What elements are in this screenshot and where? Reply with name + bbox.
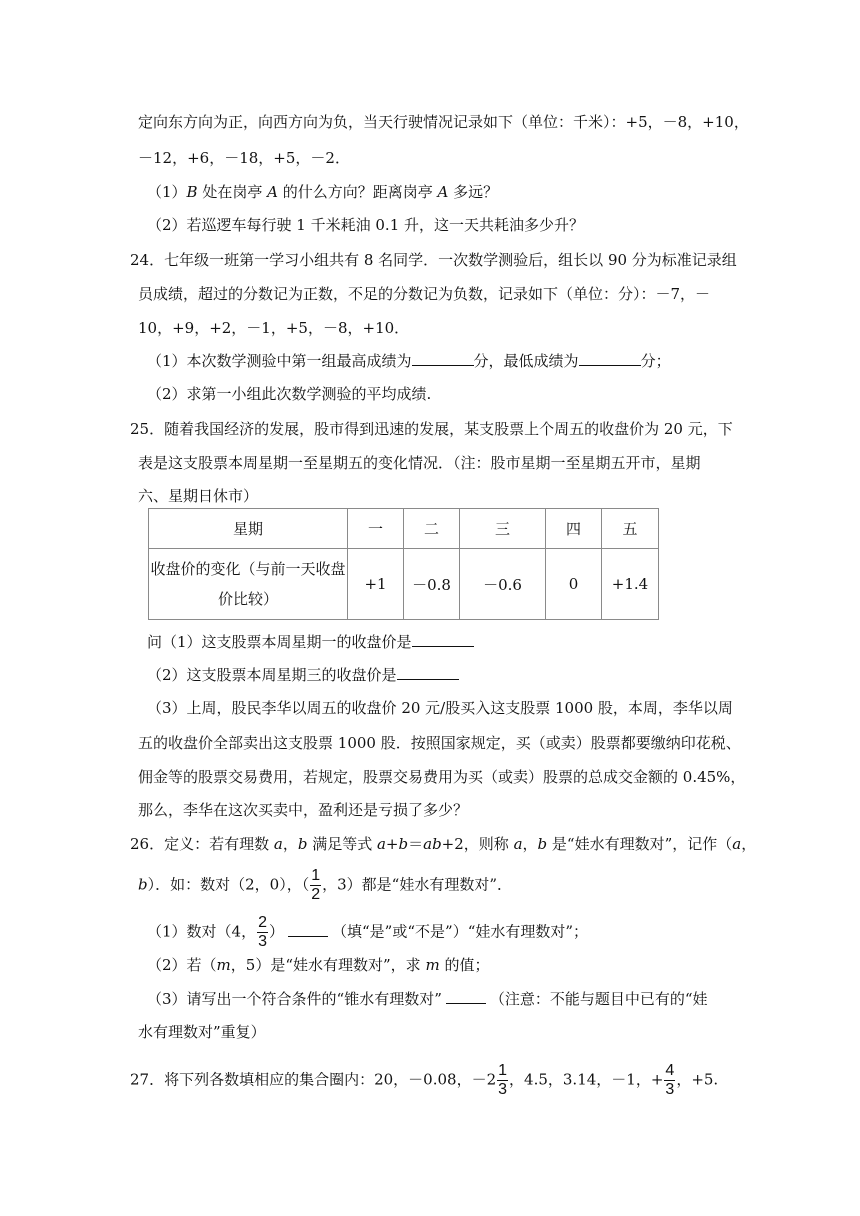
q25-sub3-line-4: 那么，李华在这次买卖中，盈利还是亏损了多少？	[138, 801, 469, 819]
answer-blank[interactable]	[397, 665, 459, 680]
q24-line-1: 24．七年级一班第一学习小组共有 8 名同学．一次数学测验后，组长以 90 分为标准记录组	[130, 251, 737, 269]
answer-blank[interactable]	[412, 632, 474, 647]
table-day: 一	[348, 509, 404, 549]
q26-sub1: （1）数对（4， $\frac{2}{3}$ ） （填“是”或“不是”）“娃水有理数对”；	[147, 914, 589, 950]
q25-line-2: 表是这支股票本周星期一至星期五的变化情况．（注：股市星期一至星期五开市，星期	[138, 454, 701, 472]
answer-blank[interactable]	[579, 351, 641, 366]
q25-sub3-line-1: （3）上周，股民李华以周五的收盘价 20 元/股买入这支股票 1000 股，本周，李华以周	[147, 699, 733, 717]
table-day: 五	[602, 509, 659, 549]
table-cell: －0.6	[460, 549, 546, 620]
q25-line-1: 25．随着我国经济的发展，股市得到迅速的发展，某支股票上个周五的收盘价为 20 元，下	[130, 420, 733, 438]
q23-line-2: －12，+6，－18，+5，－2．	[138, 149, 350, 167]
q25-sub3-line-2: 五的收盘价全部卖出这支股票 1000 股．按照国家规定，买（或卖）股票都要缴纳印花税、	[138, 734, 741, 752]
q27-line: 27．将下列各数填相应的集合圈内：20，－0.08，－2 $\frac{1}{3}$ ，4.5，3.14，－1，+ $\frac{4}{3}$ ，+5.	[130, 1062, 719, 1098]
q25-sub2: （2）这支股票本周星期三的收盘价是	[147, 664, 459, 686]
answer-blank[interactable]	[288, 922, 328, 937]
fraction-two-thirds: $\frac{2}{3}$	[258, 914, 267, 950]
q23-sub1: （1）B 处在岗亭 A 的什么方向？距离岗亭 A 多远？	[147, 183, 499, 201]
q26-sub3-line-2: 水有理数对”重复）	[138, 1023, 266, 1041]
table-header-label: 星期	[149, 509, 348, 549]
table-cell: －0.8	[404, 549, 460, 620]
answer-blank[interactable]	[446, 989, 486, 1004]
q26-sub2: （2）若（m，5）是“娃水有理数对”，求 m 的值；	[147, 956, 490, 974]
stock-change-table	[148, 508, 659, 620]
q23-line-1: 定向东方向为正，向西方向为负，当天行驶情况记录如下（单位：千米）：+5，－8，+10，	[138, 113, 749, 131]
fraction-four-thirds: $\frac{4}{3}$	[665, 1062, 675, 1098]
q26-line-1: 26．定义：若有理数 a，b 满足等式 a+b＝ab+2，则称 a，b 是“娃水有理数对”，记作（a，	[130, 835, 757, 853]
table-day: 二	[404, 509, 460, 549]
table-cell: +1	[348, 549, 404, 620]
table-day: 四	[546, 509, 602, 549]
table-cell: 0	[546, 549, 602, 620]
table-cell: +1.4	[602, 549, 659, 620]
q26-line-2: b）．如：数对（2，0），（ $\frac{1}{2}$ ，3）都是“娃水有理数对”．	[138, 867, 512, 903]
q24-sub1: （1）本次数学测验中第一组最高成绩为 分，最低成绩为 分；	[147, 352, 671, 370]
table-row-label: 收盘价的变化（与前一天收盘 价比较）	[149, 549, 348, 620]
answer-blank[interactable]	[412, 351, 474, 366]
q26-sub3-line-1: （3）请写出一个符合条件的“锥水有理数对” （注意：不能与题目中已有的“娃	[147, 990, 708, 1008]
q24-sub2: （2）求第一小组此次数学测验的平均成绩.	[147, 385, 432, 403]
fraction-one-third: $\frac{1}{3}$	[498, 1062, 508, 1098]
q25-line-3: 六、星期日休市）	[138, 487, 259, 505]
q24-line-2: 员成绩，超过的分数记为正数，不足的分数记为负数，记录如下（单位：分）：－7，－	[138, 285, 711, 303]
q24-line-3: 10，+9，+2，－1，+5，－8，+10．	[138, 319, 410, 337]
fraction-one-half: $\frac{1}{2}$	[311, 867, 321, 903]
table-day: 三	[460, 509, 546, 549]
q25-sub1: 问（1）这支股票本周星期一的收盘价是	[147, 631, 474, 653]
q25-sub3-line-3: 佣金等的股票交易费用，若规定，股票交易费用为买（或卖）股票的总成交金额的 0.45%，	[138, 768, 746, 786]
q23-sub2: （2）若巡逻车每行驶 1 千米耗油 0.1 升，这一天共耗油多少升？	[147, 216, 585, 234]
